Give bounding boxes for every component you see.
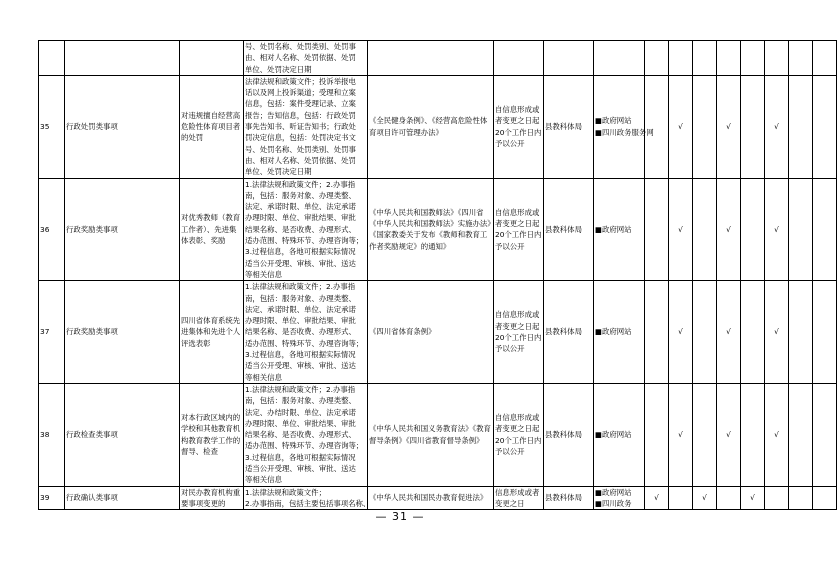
- check-cell: [741, 281, 765, 384]
- check-cell: √: [717, 281, 741, 384]
- check-cell: [693, 75, 717, 178]
- disclosure-info-cell: [244, 75, 368, 178]
- disclosure-time-cell: 自信息形成或者变更之日起20个工作日内予以公开: [494, 178, 544, 281]
- check-cell: √: [669, 75, 693, 178]
- item-name-cell: 行政检查类事项: [65, 383, 180, 486]
- info-line: 适当公开受理、审核、审批、送达: [245, 463, 356, 473]
- disclosure-subject-cell: 县教科体局: [544, 281, 594, 384]
- check-cell: [765, 41, 789, 76]
- check-cell: [741, 383, 765, 486]
- check-cell: √: [765, 383, 789, 486]
- legal-basis-cell: 《中华人民共和国义务教育法》《教育督导条例》《四川省教育督导条例》: [368, 383, 494, 486]
- info-line: 1.法律法规和政策文件；2.办事指: [245, 282, 356, 292]
- info-line: 报告；告知信息，包括：行政处罚: [245, 110, 356, 120]
- disclosure-time-cell: 自信息形成或者变更之日起20个工作日内予以公开: [494, 75, 544, 178]
- check-cell: √: [741, 486, 765, 510]
- item-content-cell: [180, 41, 244, 76]
- row-number-cell: [39, 41, 65, 76]
- disclosure-info-cell: [244, 178, 368, 281]
- info-line: 法定、承诺时限、单位、法定承诺: [245, 202, 356, 212]
- info-line: 南，包括：服务对象、办理类整、: [245, 190, 356, 200]
- check-cell: [741, 75, 765, 178]
- info-line: 1.法律法规和政策文件；: [245, 487, 326, 497]
- check-cell: [789, 75, 813, 178]
- disclosure-subject-cell: 县教科体局: [544, 178, 594, 281]
- check-cell: √: [645, 486, 669, 510]
- check-cell: [789, 486, 813, 510]
- channel-item: ■四川政务: [595, 498, 632, 508]
- item-content-cell: 对优秀教师（教育工作者）、先进集体表彰、奖励: [180, 178, 244, 281]
- disclosure-subject-cell: 县教科体局: [544, 75, 594, 178]
- info-line: 适当公开受理、审核、审批、送达: [245, 361, 356, 371]
- info-line: 适办范围、特殊环节、办理咨询等；: [245, 338, 364, 348]
- info-line: 1.法律法规和政策文件；2.办事指: [245, 384, 356, 394]
- check-cell: √: [765, 178, 789, 281]
- check-cell: [669, 41, 693, 76]
- check-cell: [645, 383, 669, 486]
- check-cell: √: [669, 383, 693, 486]
- check-cell: [813, 75, 837, 178]
- table-row: [39, 281, 837, 384]
- table-row: [39, 178, 837, 281]
- item-content-cell: 对违规擅自经营高危险性体育项目者的处罚: [180, 75, 244, 178]
- info-line: 适办范围、特殊环节、办理咨询等；: [245, 441, 364, 451]
- row-number-cell: 39: [39, 486, 65, 510]
- table-row: [39, 383, 837, 486]
- info-line: 办理时限、单位、审批结果、审批: [245, 316, 356, 326]
- info-line: 3.过程信息，各地可根据实际情况: [245, 350, 356, 360]
- disclosure-info-cell: [244, 281, 368, 384]
- row-number-cell: 38: [39, 383, 65, 486]
- info-line: 适当公开受理、审核、审批、送达: [245, 258, 356, 268]
- legal-basis-cell: 《中华人民共和国民办教育促进法》: [368, 486, 494, 510]
- check-cell: √: [765, 281, 789, 384]
- item-name-cell: 行政处罚类事项: [65, 75, 180, 178]
- item-name-cell: 行政奖励类事项: [65, 178, 180, 281]
- check-cell: [741, 178, 765, 281]
- check-cell: [645, 41, 669, 76]
- check-cell: √: [717, 178, 741, 281]
- info-line: 号、处罚名称、处罚类别、处罚事: [245, 144, 356, 154]
- check-cell: [813, 178, 837, 281]
- disclosure-channel-cell: [594, 178, 645, 281]
- check-cell: [645, 75, 669, 178]
- check-cell: [693, 41, 717, 76]
- check-cell: [789, 383, 813, 486]
- check-cell: [765, 486, 789, 510]
- item-content-cell: 对民办教育机构重要事项变更的: [180, 486, 244, 510]
- info-line: 适办范围、特殊环节、办理咨询等；: [245, 236, 364, 246]
- legal-basis-cell: 《四川省体育条例》: [368, 281, 494, 384]
- info-line: 罚决定信息，包括：处罚决定书文: [245, 133, 356, 143]
- check-cell: [741, 41, 765, 76]
- disclosure-channel-cell: [594, 486, 645, 510]
- disclosure-table: [38, 40, 837, 510]
- check-cell: [789, 281, 813, 384]
- info-line: 法律法规和政策文件；投诉举报电: [245, 76, 356, 86]
- info-line: 3.过程信息，各地可根据实际情况: [245, 247, 356, 257]
- check-cell: √: [669, 178, 693, 281]
- check-cell: [813, 486, 837, 510]
- check-cell: [645, 178, 669, 281]
- check-cell: [693, 178, 717, 281]
- check-cell: [789, 178, 813, 281]
- info-line: 2.办事指南，包括主要包括事项名称、: [245, 498, 371, 508]
- item-content-cell: 四川省体育系统先进集体和先进个人评选表彰: [180, 281, 244, 384]
- check-cell: [669, 486, 693, 510]
- check-cell: [693, 281, 717, 384]
- info-line: 单位、处罚决定日期: [245, 167, 312, 177]
- disclosure-channel-cell: [594, 383, 645, 486]
- check-cell: [717, 486, 741, 510]
- info-line: 话以及网上投诉渠道；受理和立案: [245, 88, 356, 98]
- check-cell: [813, 41, 837, 76]
- info-line: 等相关信息: [245, 475, 282, 485]
- item-name-cell: 行政确认类事项: [65, 486, 180, 510]
- info-line: 号、处罚名称、处罚类别、处罚事: [245, 42, 356, 51]
- table-row: [39, 75, 837, 178]
- check-cell: √: [765, 75, 789, 178]
- info-line: 1.法律法规和政策文件；2.办事指: [245, 179, 356, 189]
- table-row: [39, 41, 837, 76]
- legal-basis-cell: 《中华人民共和国教师法》《四川省《中华人民共和国教师法》实施办法》《国家教委关于发布《教师和教育工作者奖励规定》的通知》: [368, 178, 494, 281]
- info-line: 办理时限、单位、审批结果、审批: [245, 418, 356, 428]
- channel-item: ■政府网站: [595, 116, 632, 126]
- disclosure-time-cell: 自信息形成或者变更之日起20个工作日内予以公开: [494, 383, 544, 486]
- info-line: 事先告知书、听证告知书；行政处: [245, 122, 356, 132]
- channel-item: ■政府网站: [595, 487, 632, 497]
- legal-basis-cell: [368, 41, 494, 76]
- check-cell: [693, 383, 717, 486]
- page-number: — 31 —: [375, 510, 425, 523]
- disclosure-channel-cell: [594, 75, 654, 178]
- info-line: 由、相对人名称、处罚依据、处罚: [245, 53, 356, 63]
- info-line: 南，包括：服务对象、办理类整、: [245, 396, 356, 406]
- check-cell: √: [717, 383, 741, 486]
- disclosure-subject-cell: 县教科体局: [544, 486, 594, 510]
- item-name-cell: 行政奖励类事项: [65, 281, 180, 384]
- channel-item: ■政府网站: [595, 224, 632, 234]
- check-cell: √: [669, 281, 693, 384]
- disclosure-channel-cell: [594, 41, 645, 76]
- legal-basis-cell: 《全民健身条例》、《经营高危险性体育项目许可管理办法》: [368, 75, 494, 178]
- check-cell: [813, 383, 837, 486]
- disclosure-time-cell: 自信息形成或者变更之日起20个工作日内予以公开: [494, 281, 544, 384]
- info-line: 单位、处罚决定日期: [245, 64, 312, 74]
- disclosure-channel-cell: [594, 281, 645, 384]
- check-cell: [645, 281, 669, 384]
- check-cell: √: [717, 75, 741, 178]
- disclosure-time-cell: [494, 41, 544, 76]
- row-number-cell: 36: [39, 178, 65, 281]
- info-line: 等相关信息: [245, 269, 282, 279]
- check-cell: [717, 41, 741, 76]
- disclosure-info-cell: [244, 486, 371, 510]
- info-line: 等相关信息: [245, 372, 282, 382]
- table-row: [39, 486, 837, 510]
- channel-item: ■四川政务服务网: [595, 127, 654, 137]
- info-line: 结果名称、是否收费、办理形式、: [245, 430, 356, 440]
- row-number-cell: 37: [39, 281, 65, 384]
- check-cell: √: [693, 486, 717, 510]
- info-line: 信息，包括：案件受理记录、立案: [245, 99, 356, 109]
- disclosure-info-cell: [244, 41, 368, 76]
- check-cell: [789, 41, 813, 76]
- row-number-cell: 35: [39, 75, 65, 178]
- item-name-cell: [65, 41, 180, 76]
- disclosure-subject-cell: 县教科体局: [544, 383, 594, 486]
- info-line: 结果名称、是否收费、办理形式、: [245, 224, 356, 234]
- disclosure-time-cell: 信息形成或者变更之日: [494, 486, 544, 510]
- check-cell: [813, 281, 837, 384]
- channel-item: ■政府网站: [595, 430, 632, 440]
- info-line: 3.过程信息，各地可根据实际情况: [245, 452, 356, 462]
- info-line: 法定、承诺时限、单位、法定承诺: [245, 304, 356, 314]
- channel-item: ■政府网站: [595, 327, 632, 337]
- info-line: 结果名称、是否收费、办理形式、: [245, 327, 356, 337]
- info-line: 由、相对人名称、处罚依据、处罚: [245, 155, 356, 165]
- item-content-cell: 对本行政区域内的学校和其他教育机构教育教学工作的督导、检查: [180, 383, 244, 486]
- info-line: 南，包括：服务对象、办理类整、: [245, 293, 356, 303]
- disclosure-subject-cell: [544, 41, 594, 76]
- disclosure-info-cell: [244, 383, 368, 486]
- info-line: 法定、办结时限、单位、法定承诺: [245, 407, 356, 417]
- info-line: 办理时限、单位、审批结果、审批: [245, 213, 356, 223]
